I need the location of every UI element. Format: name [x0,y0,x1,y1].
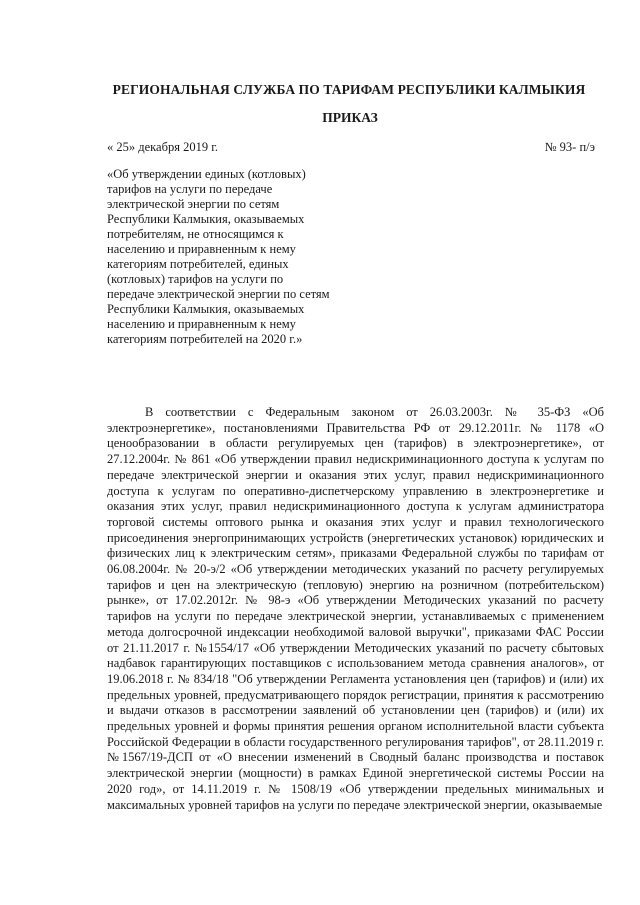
date-number-line [107,140,595,155]
order-date: « 25» декабря 2019 г. [107,140,219,154]
order-subject: «Об утверждении единых (котловых) тарифов на услуги по передаче электрической энергии по сетям Республики Калмыкия, оказываемых потребителям, не относящимся к населению и приравненным к нему категориям потребителей, единых (котловых) тарифов на услуги по передаче электрической энергии по сетям Республики Калмыкия, оказываемых населению и приравненным к нему категориям потребителей на 2020 г.» [107,167,330,346]
organization-heading: РЕГИОНАЛЬНАЯ СЛУЖБА ПО ТАРИФАМ РЕСПУБЛИКИ КАЛМЫКИЯ [112,82,586,97]
order-number: № 93- п/э [544,140,595,154]
document-type-heading: ПРИКАЗ [322,110,378,125]
order-body [107,405,604,813]
body-paragraph: В соответствии с Федеральным законом от 26.03.2003г. № 35-ФЗ «Об электроэнергетике», постановлениями Правительства РФ от 29.12.2011г. № 1178 «О ценообразовании в области регулируемых цен (тарифов) в электроэнергетике», от 27.12.2004г. № 861 «Об утверждении правил недискриминационного доступа к услугам по передаче электрической энергии и оказания этих услуг, правил недискриминационного доступа к услугам по оперативно-диспетчерскому управлению в электроэнергетике и оказания этих услуг, правил недискриминационного доступа к услугам администратора торговой системы оптового рынка и оказания этих услуг и правил технологического присоединения энергопринимающих устройств (энергетических установок) юридических и физических лиц к электрическим сетям», приказами Федеральной службы по тарифам от 06.08.2004г. № 20-э/2 «Об утверждении методических указаний по расчету регулируемых тарифов и цен на электрическую (тепловую) энергию на розничном (потребительском) рынке», от 17.02.2012г. № 98-э «Об утверждении Методических указаний по расчету тарифов на услуги по передаче электрической энергии, устанавливаемых с применением метода долгосрочной индексации необходимой валовой выручки", приказами ФАС России от 21.11.2017 г. №1554/17 «Об утверждении Методических указаний по расчету сбытовых надбавок гарантирующих поставщиков с использованием метода сравнения аналогов», от 19.06.2018 г. № 834/18 "Об утверждении Регламента установления цен (тарифов) и (или) их предельных уровней, предусматривающего порядок регистрации, принятия к рассмотрению и выдачи отказов в рассмотрении заявлений об установлении цен (тарифов) и (или) их предельных уровней и формы принятия решения органом исполнительной власти субъекта Российской Федерации в области государственного регулирования тарифов", от 28.11.2019 г. №1567/19-ДСП от «О внесении изменений в Сводный баланс производства и поставок электрической энергии (мощности) в рамках Единой энергетической системы России на 2020 год», от 14.11.2019 г. № 1508/19 «Об утверждении предельных минимальных и максимальных уровней тарифов на услуги по передаче электрической энергии, оказываемые [107,405,604,812]
